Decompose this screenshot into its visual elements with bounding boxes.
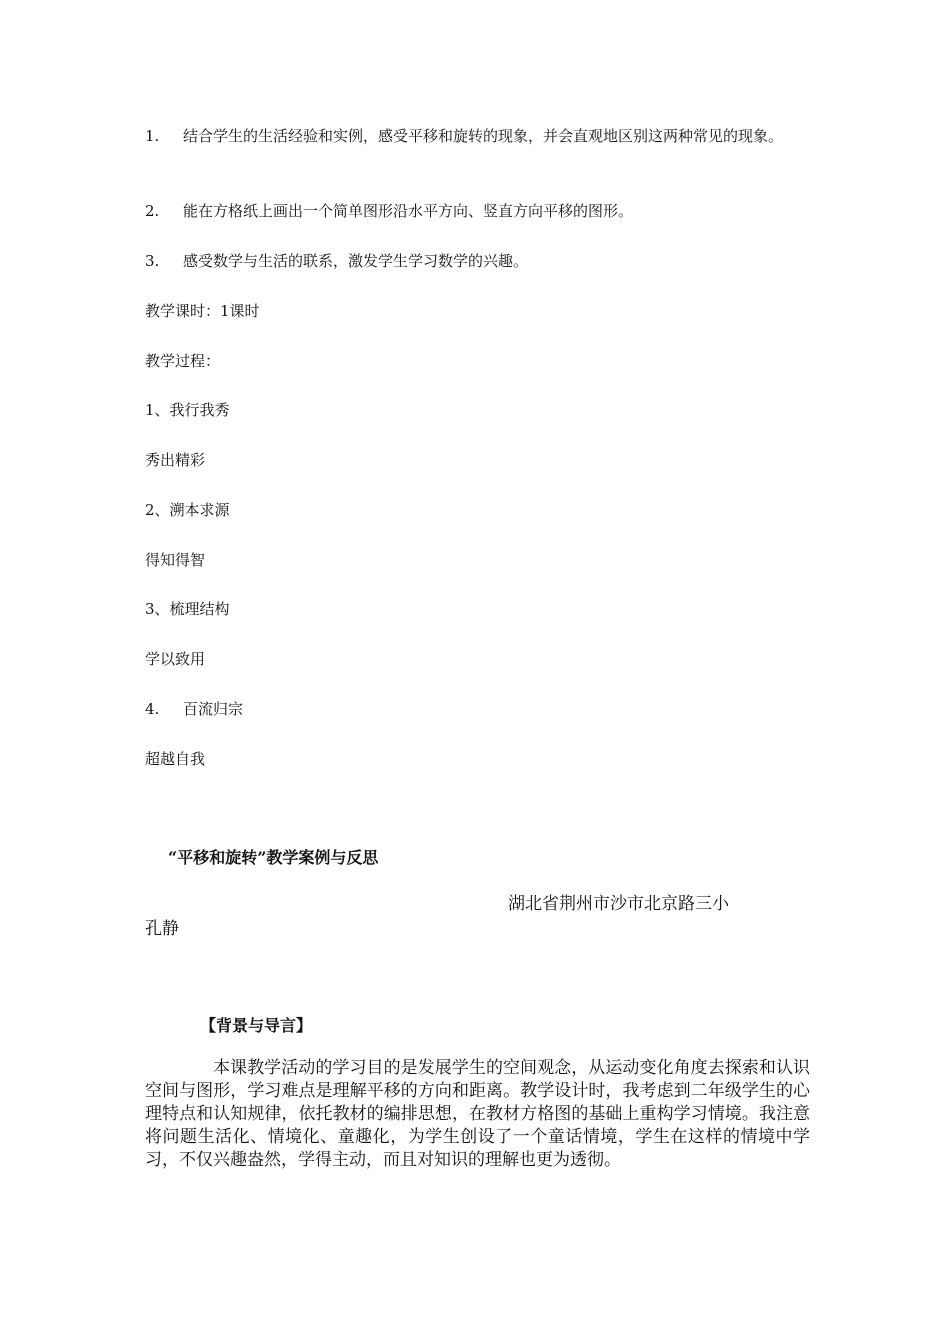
- step-4-title: [145, 698, 243, 720]
- step-4-number: 4.: [145, 700, 160, 718]
- objective-3-text: 感受数学与生活的联系，激发学生学习数学的兴趣。: [183, 252, 529, 270]
- step-1-sub: 秀出精彩: [145, 451, 206, 469]
- objective-2: [145, 200, 633, 222]
- step-3-sub: 学以致用: [145, 650, 206, 668]
- step-3-title: 3、梳理结构: [145, 600, 230, 618]
- step-4-text: 百流归宗: [183, 700, 244, 718]
- objective-1-text: 结合学生的生活经验和实例，感受平移和旋转的现象，并会直观地区别这两种常见的现象。: [183, 127, 784, 145]
- step-4-sub: 超越自我: [145, 750, 206, 768]
- objective-3-number: 3.: [145, 252, 160, 270]
- step-2-title: 2、溯本求源: [145, 501, 230, 519]
- step-2-sub: 得知得智: [145, 551, 206, 569]
- process-label: 教学过程：: [145, 352, 221, 370]
- class-hours: 教学课时：1课时: [145, 302, 260, 320]
- background-paragraph: 本课教学活动的学习目的是发展学生的空间观念，从运动变化角度去探索和认识空间与图形，学习难点是理解平移的方向和距离。教学设计时，我考虑到二年级学生的心理特点和认知规律，依托教材的编排思想，在教材方格图的基础上重构学习情境。我注意将问题生活化、情境化、童趣化，为学生创设了一个童话情境，学生在这样的情境中学习，不仅兴趣盎然，学得主动，而且对知识的理解也更为透彻。: [145, 1058, 810, 1170]
- step-1-title: 1、我行我秀: [145, 401, 230, 419]
- section-heading: 【背景与导言】: [200, 1016, 313, 1035]
- objective-3: [145, 250, 528, 272]
- objective-1-number: 1.: [145, 127, 160, 145]
- objective-2-text: 能在方格纸上画出一个简单图形沿水平方向、竖直方向平移的图形。: [183, 202, 634, 220]
- article-title: “平移和旋转”教学案例与反思: [168, 848, 379, 867]
- author-school: 湖北省荆州市沙市北京路三小: [508, 894, 729, 914]
- objective-2-number: 2.: [145, 202, 160, 220]
- author-name: 孔静: [145, 919, 179, 939]
- objective-1: [145, 125, 810, 147]
